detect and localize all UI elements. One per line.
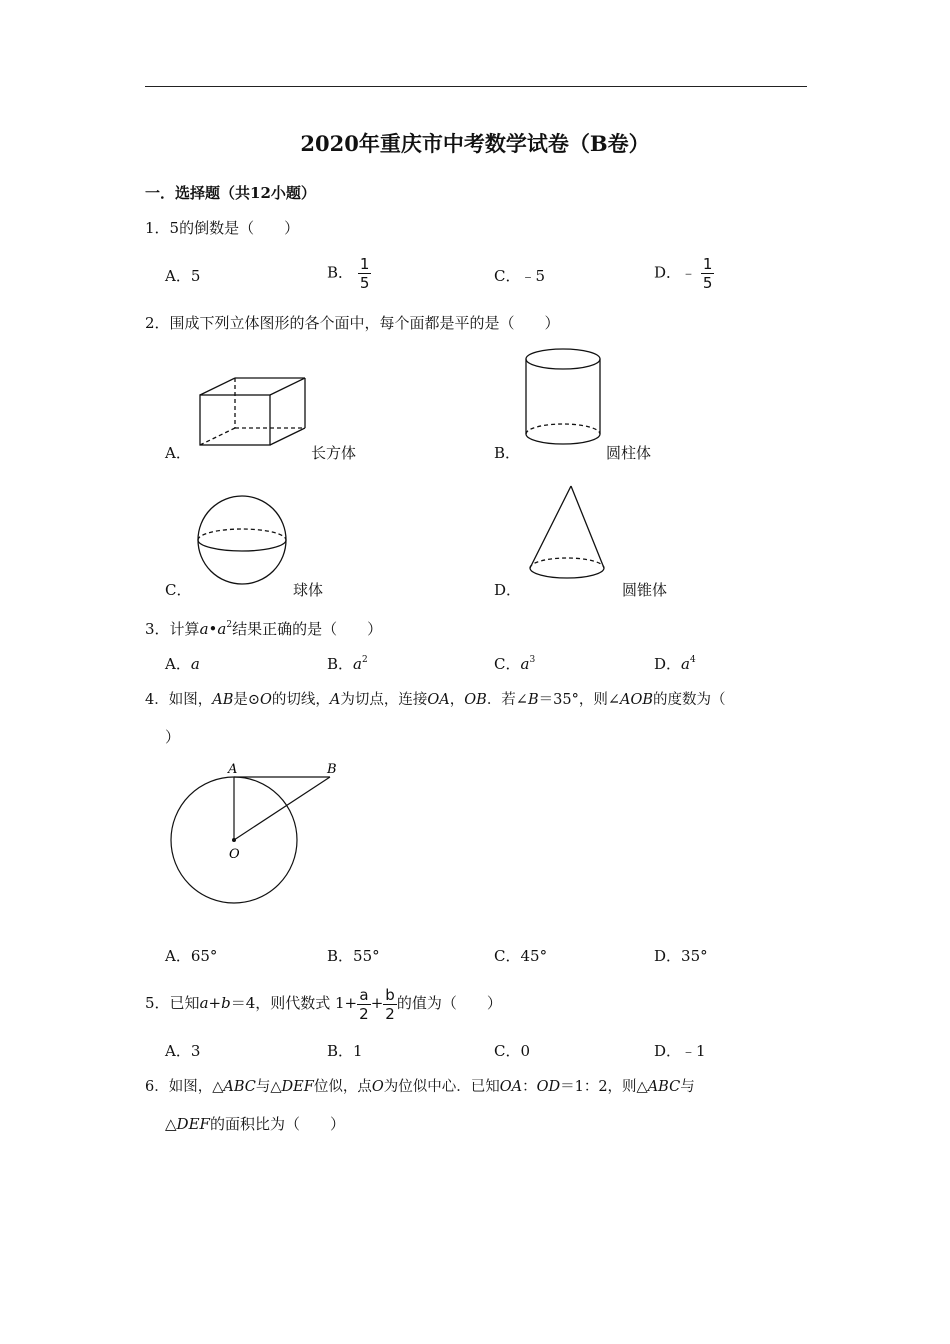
header-rule (145, 86, 807, 87)
q4-text: 是⊙ (233, 692, 261, 708)
q6-text: 位似，点 (313, 1079, 372, 1095)
fraction-denominator: 2 (359, 1004, 369, 1023)
q6-var: ABC (223, 1079, 256, 1095)
q5-var: b (221, 994, 231, 1012)
section-heading: 一．选择题（共12小题） (145, 184, 316, 202)
q1-stem: 1．5的倒数是（ ） (145, 219, 300, 237)
option-exponent: 4 (689, 655, 696, 665)
q2-option-a-name: 长方体 (311, 444, 357, 462)
q1-option-d-fraction (701, 255, 715, 292)
q6-text: ＝1：2，则△ (560, 1079, 648, 1095)
fraction-numerator: b (383, 986, 397, 1005)
q4-option-a: A．65° (165, 947, 218, 965)
cuboid-figure (195, 375, 310, 450)
q6-text: 如图，△ (168, 1079, 224, 1095)
sphere-figure (196, 495, 291, 587)
point-o-label: O (229, 847, 240, 862)
option-label: C． (494, 655, 521, 673)
q2-option-d-label: D． (494, 581, 522, 599)
q6-text: 的面积比为（ ） (209, 1115, 345, 1133)
q6-stem (145, 1077, 695, 1097)
q5-text: + (208, 994, 222, 1012)
q5-text: 的值为（ ） (396, 994, 502, 1012)
q1-option-c: C．﹣5 (494, 267, 546, 285)
q3-option-a (165, 654, 200, 674)
q2-option-b-name: 圆柱体 (606, 444, 652, 462)
option-label: A． (165, 655, 191, 673)
q5-number: 5． (145, 994, 170, 1012)
q6-var: OA (499, 1079, 523, 1095)
q4-text: ＝35°，则∠ (538, 692, 620, 708)
fraction-numerator: 1 (702, 255, 713, 273)
q2-option-b-label: B． (494, 444, 521, 462)
q4-number: 4． (145, 692, 169, 708)
q3-option-d (654, 654, 696, 674)
q5-fraction-b (383, 986, 397, 1023)
q1-option-b-fraction (358, 255, 372, 292)
option-exponent: 3 (529, 655, 536, 665)
q6-number: 6． (145, 1079, 169, 1095)
option-base: a (353, 655, 362, 673)
q4-text: 如图， (168, 692, 213, 708)
q4-var: AOB (619, 692, 653, 708)
q4-text: 的度数为（ (653, 692, 726, 708)
q6-text: 与△ (255, 1079, 282, 1095)
q5-option-a: A．3 (165, 1042, 201, 1060)
option-base: a (520, 655, 530, 673)
q6-text: 为位似中心．已知 (383, 1079, 500, 1095)
q1-option-d-sign: ﹣ (681, 263, 697, 282)
q4-text: ．若∠ (486, 692, 528, 708)
q5-text: 已知 (169, 994, 200, 1012)
q6-var: O (371, 1079, 384, 1095)
q1-option-b-label: B． (327, 263, 354, 282)
q4-var: B (527, 692, 539, 708)
q2-option-d-name: 圆锥体 (622, 581, 668, 599)
q1-option-b (327, 255, 371, 292)
q4-option-b: B．55° (327, 947, 380, 965)
q3-text-pre: 计算 (169, 620, 200, 638)
q3-dot: • (208, 620, 218, 638)
q1-option-a: A．5 (165, 267, 201, 285)
q4-var: OA (427, 692, 450, 708)
q5-option-c: C．0 (494, 1042, 531, 1060)
q5-option-d: D．﹣1 (654, 1042, 706, 1060)
q5-stem (145, 983, 502, 1023)
q3-option-b (327, 654, 368, 674)
q3-var-a: a (199, 620, 209, 638)
q4-text: 的切线， (271, 692, 330, 708)
q6-stem-line2 (165, 1114, 345, 1134)
q5-var: a (199, 994, 209, 1012)
q6-var: ABC (647, 1079, 681, 1095)
q3-number: 3． (145, 620, 170, 638)
q3-stem (145, 619, 382, 639)
fraction-denominator: 2 (385, 1004, 395, 1023)
q2-stem: 2．围成下列立体图形的各个面中，每个面都是平的是（ ） (145, 314, 560, 332)
q3-exponent: 2 (226, 620, 233, 630)
q2-option-c-label: C． (165, 581, 192, 599)
q1-option-d (654, 255, 714, 292)
page-title: 2020年重庆市中考数学试卷（B卷） (300, 131, 650, 156)
q1-option-d-label: D． (654, 263, 682, 282)
q4-text: ， (449, 692, 465, 708)
cone-figure (527, 483, 607, 588)
q4-var: AB (212, 692, 234, 708)
q3-var-a: a (217, 620, 227, 638)
fraction-denominator: 5 (702, 274, 713, 292)
q6-var: OD (536, 1079, 561, 1095)
q5-text: + (370, 994, 384, 1012)
cylinder-figure (524, 348, 604, 448)
q6-var: DEF (281, 1079, 314, 1095)
q4-option-c: C．45° (494, 947, 548, 965)
q6-text: 与 (680, 1079, 695, 1095)
q6-var: DEF (176, 1115, 210, 1133)
fraction-numerator: a (357, 986, 371, 1005)
q4-var: OB (464, 692, 487, 708)
q4-option-d: D．35° (654, 947, 708, 965)
fraction-denominator: 5 (359, 274, 370, 292)
q5-text: ＝4，则代数式 1+ (230, 994, 358, 1012)
option-base: a (190, 655, 200, 673)
q5-fraction-a (357, 986, 371, 1023)
option-exponent: 2 (361, 655, 368, 665)
fraction-numerator: 1 (359, 255, 370, 273)
q4-text: 为切点，连接 (340, 692, 428, 708)
q2-option-c-name: 球体 (293, 581, 324, 599)
option-label: D． (654, 655, 682, 673)
q4-circle-tangent-figure (168, 758, 348, 910)
q4-stem-line2: ） (165, 728, 181, 746)
q5-option-b: B．1 (327, 1042, 363, 1060)
option-label: B． (327, 655, 354, 673)
q4-var: A (329, 692, 341, 708)
q4-stem (145, 690, 726, 710)
q3-option-c (494, 654, 535, 674)
q6-text: △ (165, 1115, 177, 1133)
q2-option-a-label: A． (165, 444, 191, 462)
point-a-label: A (228, 762, 238, 777)
point-b-label: B (327, 762, 337, 777)
option-base: a (681, 655, 690, 673)
q3-text-post: 结果正确的是（ ） (232, 620, 383, 638)
q4-var: O (260, 692, 272, 708)
q6-text: ： (522, 1079, 537, 1095)
